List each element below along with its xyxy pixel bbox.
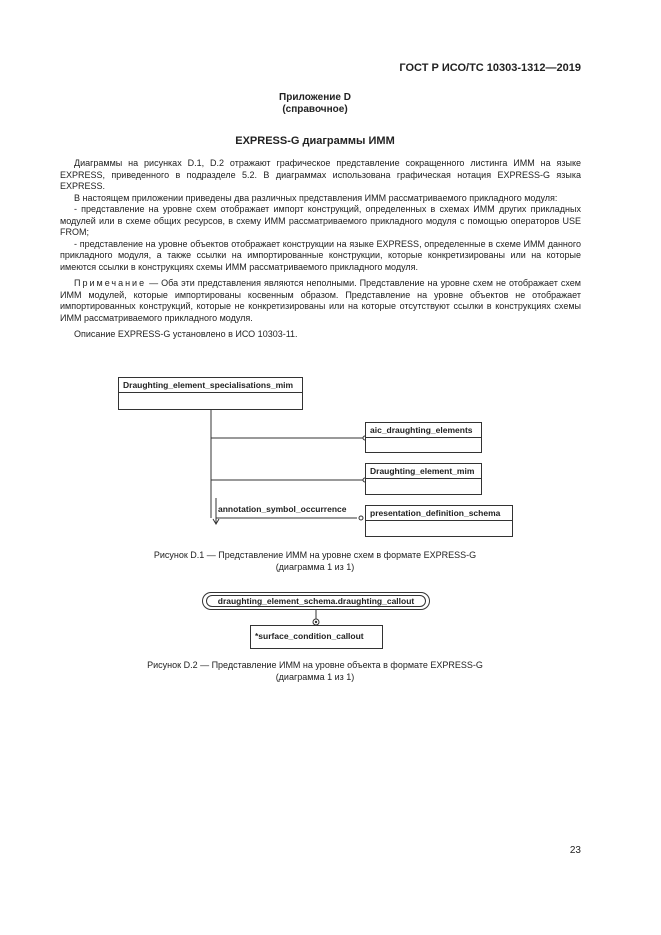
schema-name: Draughting_element_mim bbox=[366, 464, 481, 479]
paragraph: В настоящем приложении приведены два различных представления ИММ рассматриваемого прикладного модуля: bbox=[74, 192, 558, 203]
note-text: — Оба эти представления являются неполными. Представление на уровне схем не отображает схем ИММ модулей, которые импортированы косвенным образом. Представление на уровне объектов не отображает импортированных конструкций, которые не конкретизированы или на которые отсутствуют ссылки в конструкциях схемы ИММ рассматриваемого прикладного модуля. bbox=[60, 278, 581, 323]
figure2-caption-sub: (диаграмма 1 из 1) bbox=[275, 672, 355, 682]
note-label: Примечание bbox=[74, 278, 147, 288]
schema-box-dem bbox=[365, 463, 482, 495]
list-item: - представление на уровне объектов отображает конструкции на языке EXPRESS, определенные в схеме ИММ данного прикладного модуля, а также ссылки на импортированные конструкции, которые конкретизированы или на которые имеются ссылки в конструкциях схемы ИММ рассматриваемого прикладного модуля. bbox=[60, 238, 581, 272]
page-number: 23 bbox=[569, 845, 581, 856]
schema-name: Draughting_element_specialisations_mim bbox=[119, 378, 302, 393]
document-header: ГОСТ Р ИСО/ТС 10303-1312—2019 bbox=[399, 62, 581, 74]
figure1-caption-sub: (диаграмма 1 из 1) bbox=[275, 562, 355, 572]
figure1-caption: Рисунок D.1 — Представление ИММ на уровне схем в формате EXPRESS-G bbox=[153, 550, 477, 560]
figure2-caption: Рисунок D.2 — Представление ИММ на уровне объекта в формате EXPRESS-G bbox=[147, 660, 483, 670]
entity-reference-label: draughting_element_schema.draughting_callout bbox=[206, 595, 426, 607]
entity-box bbox=[250, 625, 383, 649]
schema-box-aic bbox=[365, 422, 482, 453]
schema-name: presentation_definition_schema bbox=[366, 506, 512, 521]
relationship-label: annotation_symbol_occurrence bbox=[218, 504, 347, 514]
section-title: EXPRESS-G диаграммы ИММ bbox=[235, 135, 395, 147]
paragraph: Описание EXPRESS-G установлено в ИСО 10303-11. bbox=[74, 329, 298, 339]
list-item: - представление на уровне схем отображает импорт конструкций, определенных в схемах ИММ других прикладных модулей или в схеме общих ресурсов, в схему ИММ рассматриваемого прикладного модуля с помощью операторов USE FROM; bbox=[60, 204, 581, 237]
schema-box-main bbox=[118, 377, 303, 410]
appendix-subtitle: (справочное) bbox=[282, 104, 348, 115]
entity-name: *surface_condition_callout bbox=[255, 631, 364, 641]
appendix-title: Приложение D bbox=[279, 92, 351, 103]
paragraph: Диаграммы на рисунках D.1, D.2 отражают графическое представление сокращенного листинга ИММ на языке EXPRESS, приведенного в подразделе 5.2. В диаграммах использована графическая нотация EXPRESS-G языка EXPRESS. bbox=[60, 158, 581, 191]
schema-box-pds bbox=[365, 505, 513, 537]
schema-name: aic_draughting_elements bbox=[366, 423, 481, 438]
entity-reference bbox=[202, 592, 430, 610]
